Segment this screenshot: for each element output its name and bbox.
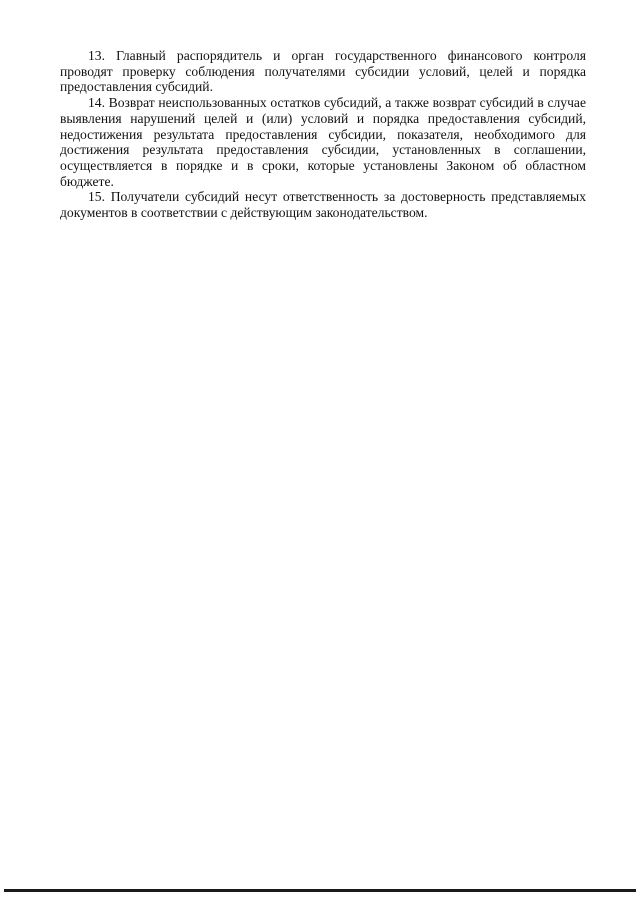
- paragraph-15: 15. Получатели субсидий несут ответственность за достоверность представляемых документов в соответствии с действующим законодательством.: [60, 189, 586, 221]
- page-bottom-rule: [4, 889, 636, 892]
- paragraph-13: 13. Главный распорядитель и орган государственного финансового контроля проводят проверку соблюдения получателями субсидии условий, целей и порядка предоставления субсидий.: [60, 48, 586, 95]
- paragraph-14: 14. Возврат неиспользованных остатков субсидий, а также возврат субсидий в случае выявления нарушений целей и (или) условий и порядка предоставления субсидий, недостижения результата предоставления субсидии, показателя, необходимого для достижения результата предоставления субсидии, установленных в соглашении, осуществляется в порядке и в сроки, которые установлены Законом об областном бюджете.: [60, 95, 586, 189]
- document-body: [60, 48, 586, 221]
